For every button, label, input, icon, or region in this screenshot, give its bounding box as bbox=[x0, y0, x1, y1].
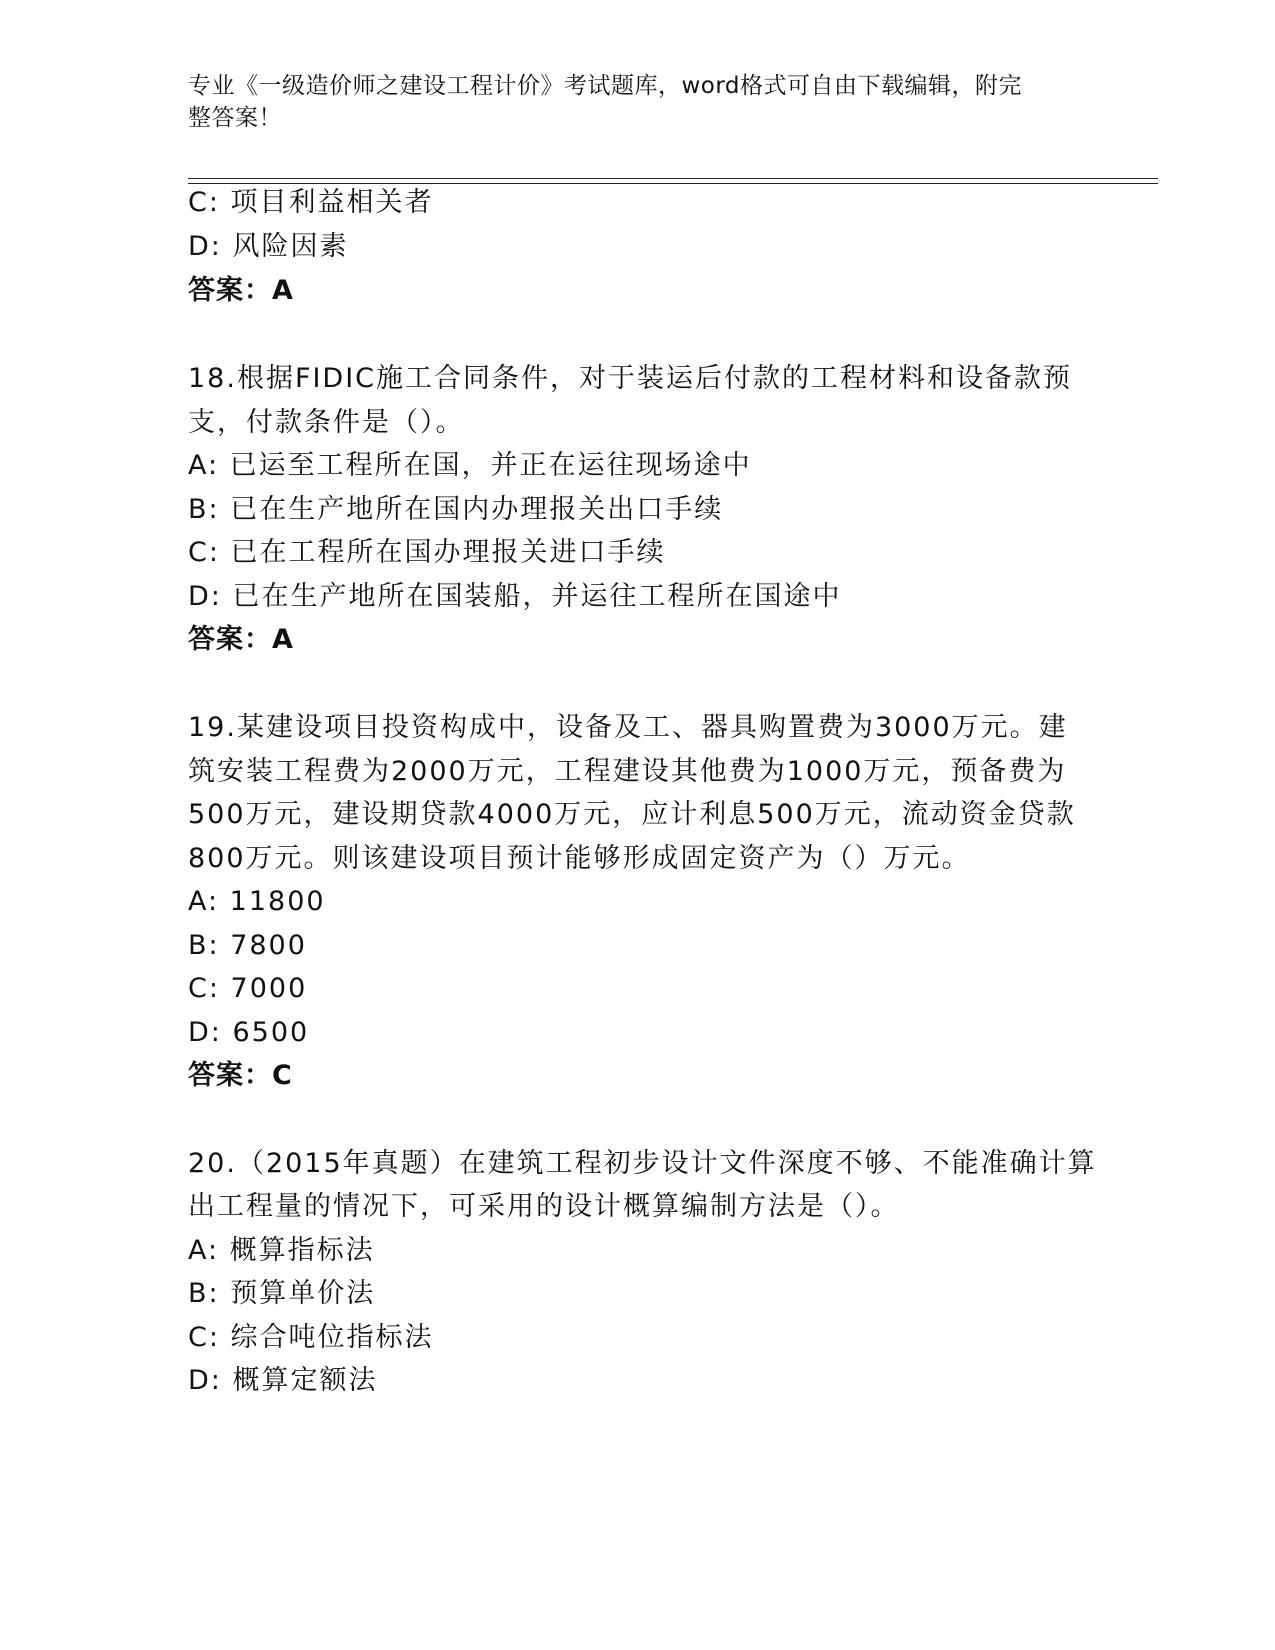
q20-stem-line-1: 20.（2015年真题）在建筑工程初步设计文件深度不够、不能准确计算 bbox=[188, 1148, 1097, 1179]
q18-option-c: C: 已在工程所在国办理报关进口手续 bbox=[188, 537, 666, 568]
q18-answer: 答案：A bbox=[188, 624, 294, 655]
q18-option-a: A: 已运至工程所在国，并正在运往现场途中 bbox=[188, 450, 752, 481]
q19-option-d: D: 6500 bbox=[188, 1017, 310, 1048]
header-divider-top bbox=[188, 178, 1158, 179]
q17-option-d: D: 风险因素 bbox=[188, 231, 349, 262]
q20-stem-line-2: 出工程量的情况下，可采用的设计概算编制方法是（）。 bbox=[188, 1191, 900, 1222]
q19-stem-line-2: 筑安装工程费为2000万元，工程建设其他费为1000万元，预备费为 bbox=[188, 756, 1067, 787]
q17-option-c: C: 项目利益相关者 bbox=[188, 187, 434, 218]
q19-stem-line-1: 19.某建设项目投资构成中，设备及工、器具购置费为3000万元。建 bbox=[188, 712, 1068, 743]
q20-option-b: B: 预算单价法 bbox=[188, 1278, 376, 1309]
q17-answer: 答案：A bbox=[188, 275, 294, 306]
q18-stem-line-1: 18.根据FIDIC施工合同条件，对于装运后付款的工程材料和设备款预 bbox=[188, 363, 1073, 394]
q19-option-a: A: 11800 bbox=[188, 886, 326, 917]
q20-option-c: C: 综合吨位指标法 bbox=[188, 1322, 434, 1353]
document-header bbox=[188, 70, 1088, 134]
q19-option-c: C: 7000 bbox=[188, 973, 308, 1004]
q19-stem-line-4: 800万元。则该建设项目预计能够形成固定资产为（）万元。 bbox=[188, 843, 971, 874]
q19-option-b: B: 7800 bbox=[188, 930, 307, 961]
header-divider-bottom bbox=[188, 183, 1158, 184]
q19-answer: 答案：C bbox=[188, 1060, 293, 1091]
q20-option-a: A: 概算指标法 bbox=[188, 1235, 375, 1266]
q18-option-d: D: 已在生产地所在国装船，并运往工程所在国途中 bbox=[188, 581, 842, 612]
header-line-1: 专业《一级造价师之建设工程计价》考试题库，word格式可自由下载编辑，附完 bbox=[188, 73, 1023, 99]
q20-option-d: D: 概算定额法 bbox=[188, 1365, 378, 1396]
q18-option-b: B: 已在生产地所在国内办理报关出口手续 bbox=[188, 494, 724, 525]
q19-stem-line-3: 500万元，建设期贷款4000万元，应计利息500万元，流动资金贷款 bbox=[188, 799, 1076, 830]
header-line-2: 整答案！ bbox=[188, 105, 282, 131]
q18-stem-line-2: 支，付款条件是（）。 bbox=[188, 407, 465, 438]
